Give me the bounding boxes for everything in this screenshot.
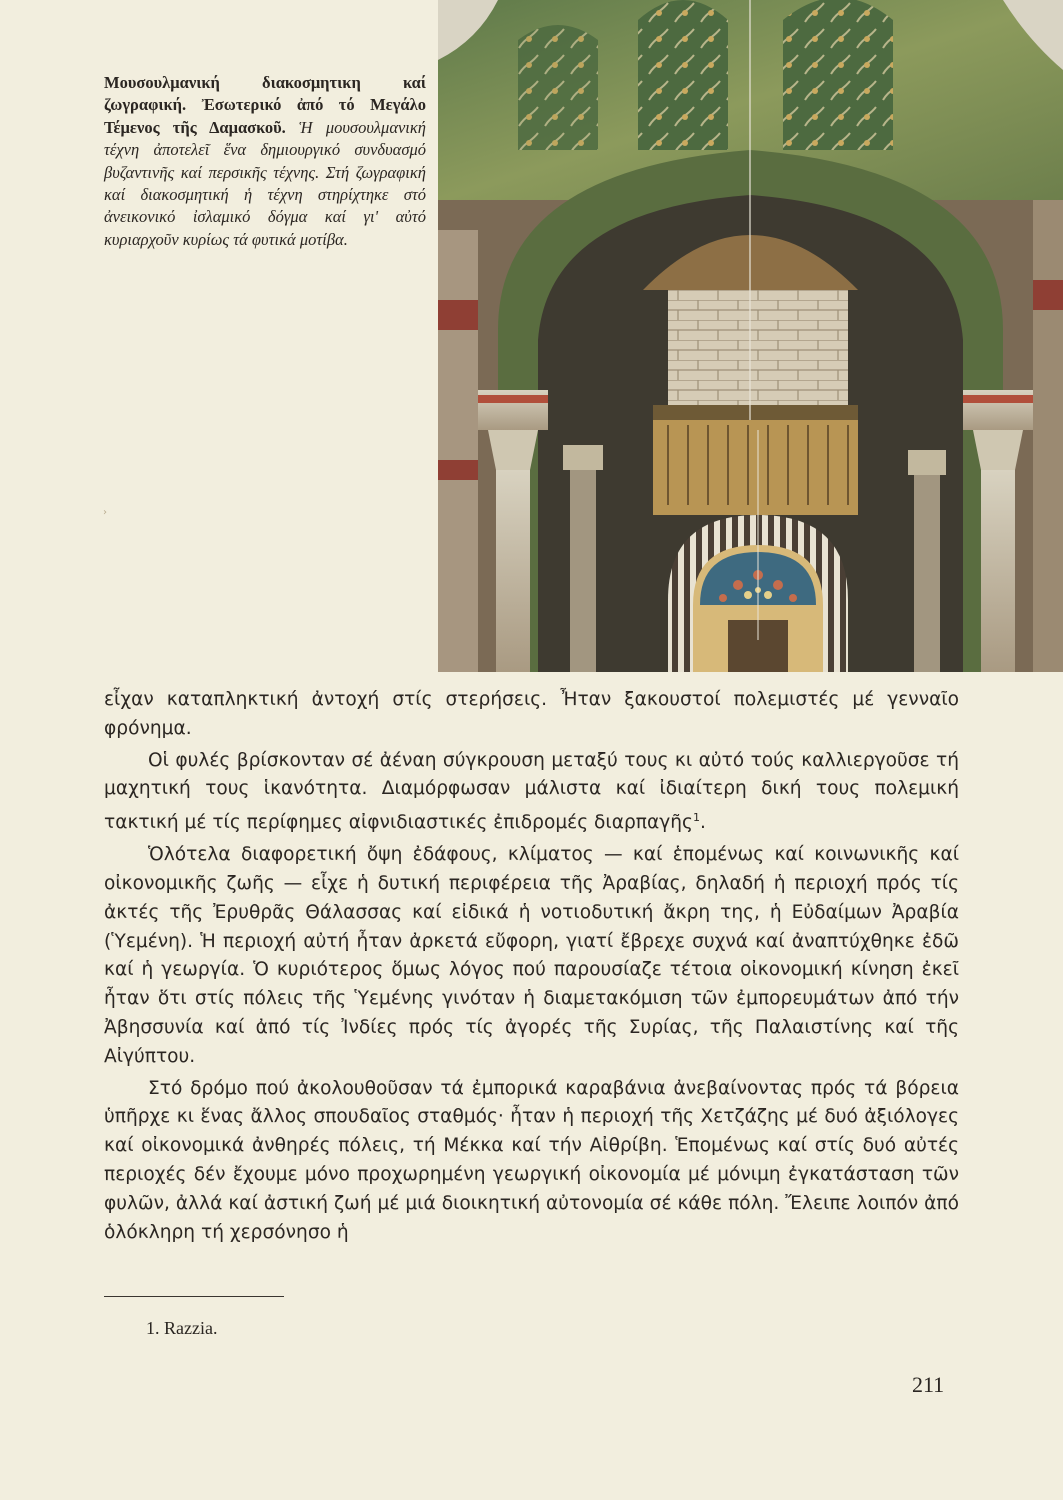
paragraph: Ὁλότελα διαφορετική ὄψη ἐδάφους, κλίματος — καί ἑπομένως καί κοινωνικῆς καί οἰκονομικῆς ζωῆς — εἶχε ἡ δυτική περιφέρεια τῆς Ἀραβίας, δηλαδή ἡ περιοχή πρός τίς ἀκτές τῆς Ἐρυθρᾶς Θάλασσας καί εἰδικά ἡ νοτιοδυτική ἄκρη της, ἡ Εὐδαίμων Ἀραβία (Ὑεμένη). Ἡ περιοχή αὐτή ἦταν ἀρκετά εὔφορη, γιατί ἔβρεχε συχνά καί ἀναπτύχθηκε ἐδῶ καί ἡ γεωργία. Ὁ κυριότερος ὅμως λόγος πού παρουσίαζε τέτοια οἰκονομική κίνηση ἐκεῖ ἦταν ὅτι στίς πόλεις τῆς Ὑεμένης γινόταν ἡ διαμετακόμιση τῶν ἐμπορευμάτων ἀπό τήν Ἀβησσυνία καί ἀπό τίς Ἰνδίες πρός τίς ἀγορές τῆς Συρίας, τῆς Παλαιστίνης καί τῆς Αἰγύπτου. [104, 844, 959, 1067]
caption-description: Ἡ μουσουλμανική τέχνη ἀποτελεῖ ἕνα δημιουργικό συνδυασμό βυζαντινῆς καί περσικῆς τέχνης. Στή ζωγραφική καί διακοσμητική ἡ τέχνη στηρίχτηκε στό ἀνεικονικό ἰσλαμικό δόγμα καί γι' αὐτό κυριαρχοῦν κυρίως τά φυτικά μοτίβα. [104, 117, 426, 249]
caption-title: Μουσουλμανική διακοσμητικη καί ζωγραφική. Ἐσωτερικό ἀπό τό Μεγάλο Τέμενος τῆς Δαμασκοῦ. [104, 73, 426, 137]
paragraph-end: . [699, 812, 706, 834]
paragraph: εἶχαν καταπληκτική ἀντοχή στίς στερήσεις. Ἦταν ξακουστοί πολεμιστές μέ γενναῖο φρόνημα. [104, 689, 959, 739]
mosque-interior-illustration [438, 0, 1063, 672]
page-number: 211 [912, 1372, 945, 1397]
footnote: 1. Razzia. [146, 1318, 218, 1338]
main-text [104, 686, 959, 1247]
paragraph-text: Οἱ φυλές βρίσκονταν σέ ἀέναη σύγκρουση μεταξύ τους κι αὐτό τούς καλλιεργοῦσε τή μαχητική τους ἱκανότητα. Διαμόρφωσαν μάλιστα καί ἰδιαίτερη δική τους πολεμική τακτική μέ τίς περίφημες αἰφνιδιαστικές ἐπιδρομές διαρπαγῆς [104, 749, 959, 834]
mosque-interior-photo [438, 0, 1063, 672]
footnote-reference[interactable]: 1 [692, 811, 700, 825]
footnote-divider [104, 1296, 284, 1297]
paragraph: Στό δρόμο πού ἀκολουθοῦσαν τά ἐμπορικά καραβάνια ἀνεβαίνοντας πρός τά βόρεια ὑπῆρχε κι ἕνας ἄλλος σπουδαῖος σταθμός· ἦταν ἡ περιοχή τῆς Χετζάζης μέ δυό ἀξιόλογες καί οἰκονομικά ἀνθηρές πόλεις, τή Μέκκα καί τήν Αἰθρίβη. Ἑπομένως καί στίς δυό αὐτές περιοχές δέν ἔχουμε μόνο προχωρημένη γεωργική οἰκονομία μέ μόνιμη ἐγκατάσταση τῶν φυλῶν, ἀλλά καί ἀστική ζωή μέ μιά διοικητική αὐτονομία σέ κάθε πόλη. Ἔλειπε λοιπόν ἀπό ὁλόκληρη τή χερσόνησο ἡ [104, 1077, 959, 1243]
stray-mark: › [103, 507, 107, 518]
paragraph [104, 747, 959, 839]
photo-caption [104, 72, 426, 251]
